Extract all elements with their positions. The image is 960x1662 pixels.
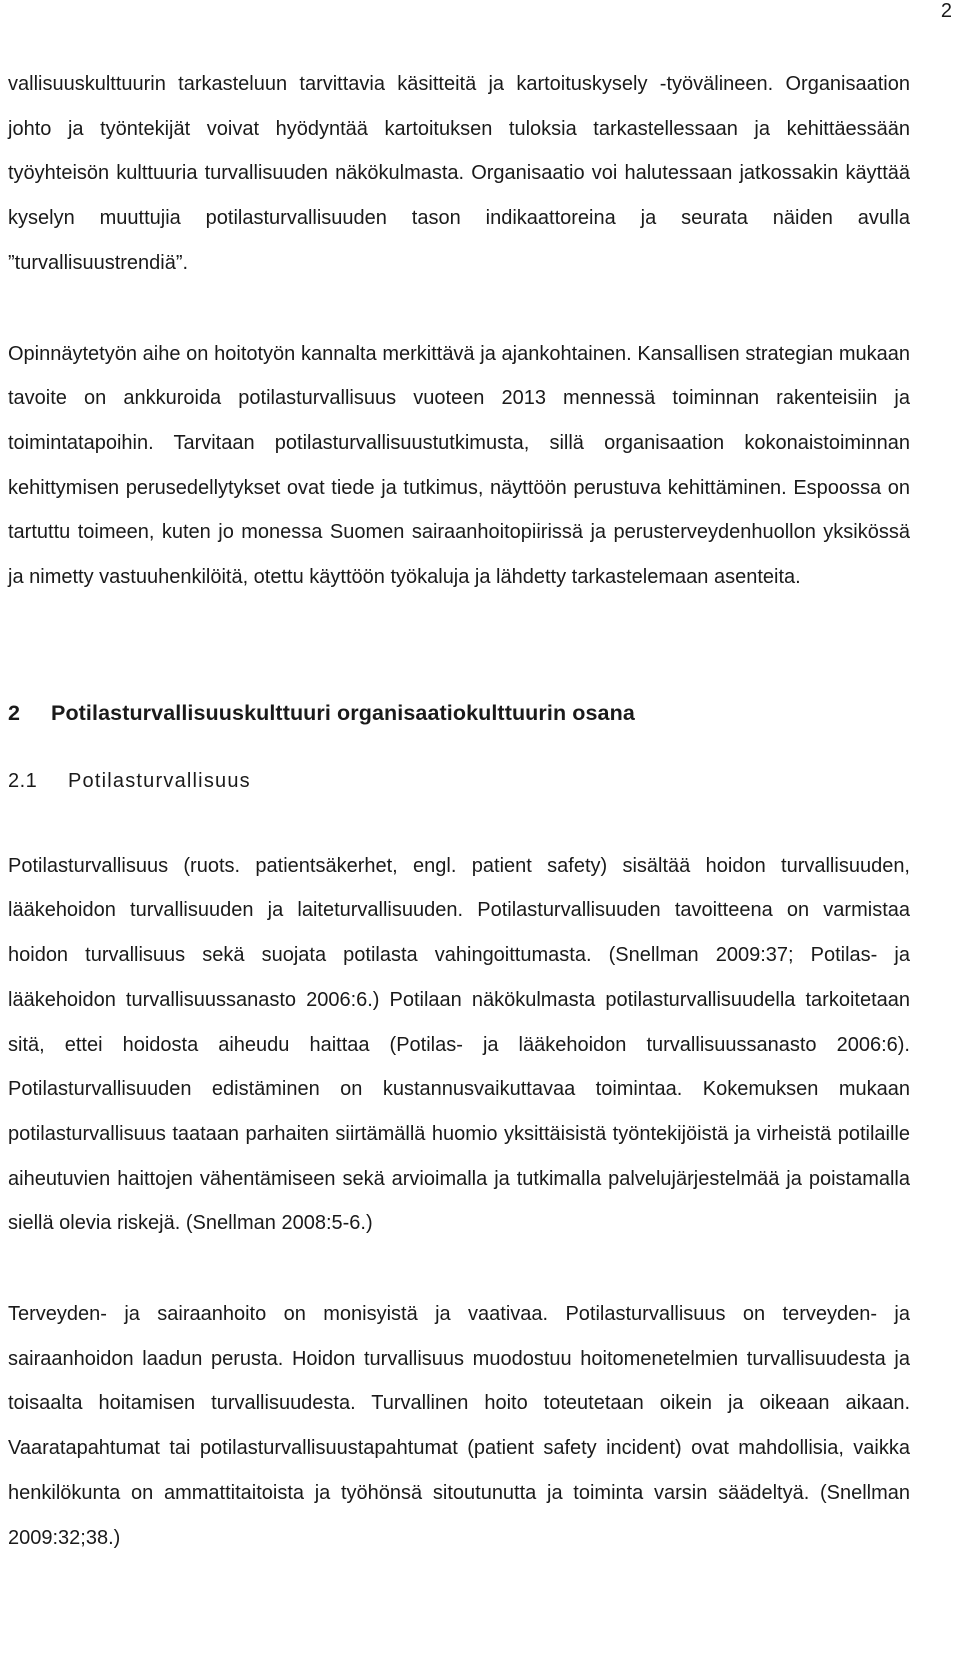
section-heading-2 [8, 690, 910, 767]
section-number: 2 [8, 700, 21, 725]
paragraph-intro-continued: vallisuuskulttuurin tarkasteluun tarvittavia käsitteitä ja kartoituskysely -työvälineen. Organisaation johto ja työntekijät voivat hyödyntää kartoituksen tuloksia tarkastellessaan ja kehittäessään työyhteisön kulttuuria turvallisuuden näkökulmasta. Organisaatio voi halutessaan jatkossakin käyttää kyselyn muuttujia potilasturvallisuuden tason indikaattoreina ja seurata näiden avulla ”turvallisuustrendiä”. [8, 73, 910, 274]
section-title: Potilasturvallisuuskulttuuri organisaatiokulttuurin osana [51, 700, 635, 725]
subsection-number: 2.1 [8, 769, 38, 792]
subsection-heading-2-1 [8, 767, 910, 844]
document-body [8, 62, 910, 1560]
section-spacer [8, 600, 910, 690]
paragraph-spacer [8, 286, 910, 332]
paragraph-topic-relevance: Opinnäytetyön aihe on hoitotyön kannalta merkittävä ja ajankohtainen. Kansallisen strategian mukaan tavoite on ankkuroida potilasturvallisuus vuoteen 2013 mennessä toiminnan rakenteisiin ja toimintatapoihin. Tarvitaan potilasturvallisuustutkimusta, sillä organisaation kokonaistoiminnan kehittymisen perusedellytykset ovat tiede ja tutkimus, näyttöön perustuva kehittäminen. Espoossa on tartuttu toimeen, kuten jo monessa Suomen sairaanhoitopiirissä ja perusterveydenhuollon yksikössä ja nimetty vastuuhenkilöitä, otettu käyttöön työkaluja ja lähdetty tarkastelemaan asenteita. [8, 342, 910, 589]
subsection-title: Potilasturvallisuus [68, 769, 251, 792]
paragraph-patient-safety-definition: Potilasturvallisuus (ruots. patientsäkerhet, engl. patient safety) sisältää hoidon turvallisuuden, lääkehoidon turvallisuuden ja laiteturvallisuuden. Potilasturvallisuuden tavoitteena on varmistaa hoidon turvallisuus sekä suojata potilasta vahingoittumasta. (Snellman 2009:37; Potilas- ja lääkehoidon turvallisuussanasto 2006:6.) Potilaan näkökulmasta potilasturvallisuudella tarkoitetaan sitä, ettei hoidosta aiheudu haittaa (Potilas- ja lääkehoidon turvallisuussanasto 2006:6). Potilasturvallisuuden edistäminen on kustannusvaikuttavaa toimintaa. Kokemuksen mukaan potilasturvallisuus taataan parhaiten siirtämällä huomio yksittäisistä työntekijöistä ja virheistä potilaille aiheutuvien haittojen vähentämiseen sekä arvioimalla ja tutkimalla palvelujärjestelmää ja poistamalla siellä olevia riskejä. (Snellman 2008:5-6.) [8, 854, 910, 1235]
page-number: 2 [940, 0, 952, 22]
paragraph-healthcare-safety: Terveyden- ja sairaanhoito on monisyistä ja vaativaa. Potilasturvallisuus on terveyden- ja sairaanhoidon laadun perusta. Hoidon turvallisuus muodostuu hoitomenetelmien turvallisuudesta ja toisaalta hoitamisen turvallisuudesta. Turvallinen hoito toteutetaan oikein ja oikeaan aikaan. Vaaratapahtumat tai potilasturvallisuustapahtumat (patient safety incident) ovat mahdollisia, vaikka henkilökunta on ammattitaitoista ja työhönsä sitoutunutta ja toiminta varsin säädeltyä. (Snellman 2009:32;38.) [8, 1303, 910, 1549]
paragraph-spacer [8, 1246, 910, 1292]
